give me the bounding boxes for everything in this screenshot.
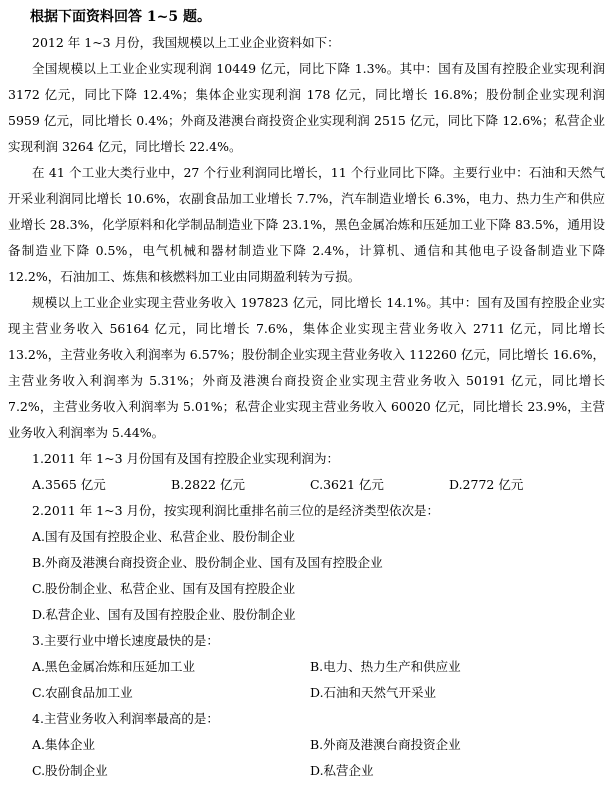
question-3-option-b[interactable]: B.电力、热力生产和供应业 [310, 659, 461, 674]
question-4-options-row-1 [8, 732, 605, 758]
question-3-options-row-1 [8, 654, 605, 680]
question-1-option-a[interactable]: A.3565 亿元 [32, 477, 106, 492]
question-2-option-b[interactable]: B.外商及港澳台商投资企业、股份制企业、国有及国有控股企业 [32, 555, 383, 570]
question-1-stem: 1.2011 年 1~3 月份国有及国有控股企业实现利润为： [32, 451, 340, 466]
question-3-option-d[interactable]: D.石油和天然气开采业 [310, 685, 437, 700]
question-1-option-c[interactable]: C.3621 亿元 [310, 477, 384, 492]
question-3 [8, 628, 605, 706]
question-2-option-c[interactable]: C.股份制企业、私营企业、国有及国有控股企业 [32, 581, 296, 596]
question-3-option-a[interactable]: A.黑色金属冶炼和压延加工业 [32, 659, 196, 674]
question-3-stem: 3.主要行业中增长速度最快的是： [32, 633, 219, 648]
question-3-option-c[interactable]: C.农副食品加工业 [32, 685, 133, 700]
question-4-option-d[interactable]: D.私营企业 [310, 763, 374, 778]
question-1-options [8, 472, 605, 498]
question-4-stem: 4.主营业务收入利润率最高的是： [32, 711, 219, 726]
section-heading: 根据下面资料回答 1~5 题。 [30, 9, 211, 25]
question-4 [8, 706, 605, 784]
question-4-options-row-2 [8, 758, 605, 784]
question-1-option-b[interactable]: B.2822 亿元 [171, 477, 245, 492]
question-4-option-a[interactable]: A.集体企业 [32, 737, 96, 752]
question-1 [8, 446, 605, 498]
question-2 [8, 498, 605, 628]
profit-paragraph: 全国规模以上工业企业实现利润 10449 亿元，同比下降 1.3%。其中：国有及国有控股企业实现利润 3172 亿元，同比下降 12.4%；集体企业实现利润 178 亿元，同比增长 16.8%；股份制企业实现利润 5959 亿元，同比增长 0.4%；外商及港澳台商投资企业实现利润 2515 亿元，同比下降 12.6%；私营企业实现利润 3264 亿元，同比增长 22.4%。 [8, 61, 605, 154]
question-2-stem: 2.2011 年 1~3 月份，按实现利润比重排名前三位的是经济类型依次是： [32, 503, 440, 518]
question-1-option-d[interactable]: D.2772 亿元 [449, 477, 524, 492]
question-4-option-c[interactable]: C.股份制企业 [32, 763, 108, 778]
question-2-option-d[interactable]: D.私营企业、国有及国有控股企业、股份制企业 [32, 607, 296, 622]
question-3-options-row-2 [8, 680, 605, 706]
question-2-option-a[interactable]: A.国有及国有控股企业、私营企业、股份制企业 [32, 529, 296, 544]
question-4-option-b[interactable]: B.外商及港澳台商投资企业 [310, 737, 461, 752]
intro-paragraph: 2012 年 1~3 月份，我国规模以上工业企业资料如下： [32, 35, 340, 50]
industry-paragraph: 在 41 个工业大类行业中，27 个行业利润同比增长，11 个行业同比下降。主要行业中：石油和天然气开采业利润同比增长 10.6%，农副食品加工业增长 7.7%，汽车制造业增长 6.3%，电力、热力生产和供应业增长 28.3%，化学原料和化学制品制造业下降 23.1%，黑色金属冶炼和压延加工业下降 83.5%，通用设备制造业下降 0.5%，电气机械和器材制造业下降 2.4%，计算机、通信和其他电子设备制造业下降 12.2%，石油加工、炼焦和核燃料加工业由同期盈利转为亏损。 [8, 165, 605, 284]
revenue-paragraph: 规模以上工业企业实现主营业务收入 197823 亿元，同比增长 14.1%。其中：国有及国有控股企业实现主营业务收入 56164 亿元，同比增长 7.6%，集体企业实现主营业务收入 2711 亿元，同比增长 13.2%，主营业务收入利润率为 6.57%；股份制企业实现主营业务收入 112260 亿元，同比增长 16.6%，主营业务收入利润率为 5.31%；外商及港澳台商投资企业实现主营业务收入 50191 亿元，同比增长 7.2%，主营业务收入利润率为 5.01%；私营企业实现主营业务收入 60020 亿元，同比增长 23.9%，主营业务收入利润率为 5.44%。 [8, 295, 605, 440]
